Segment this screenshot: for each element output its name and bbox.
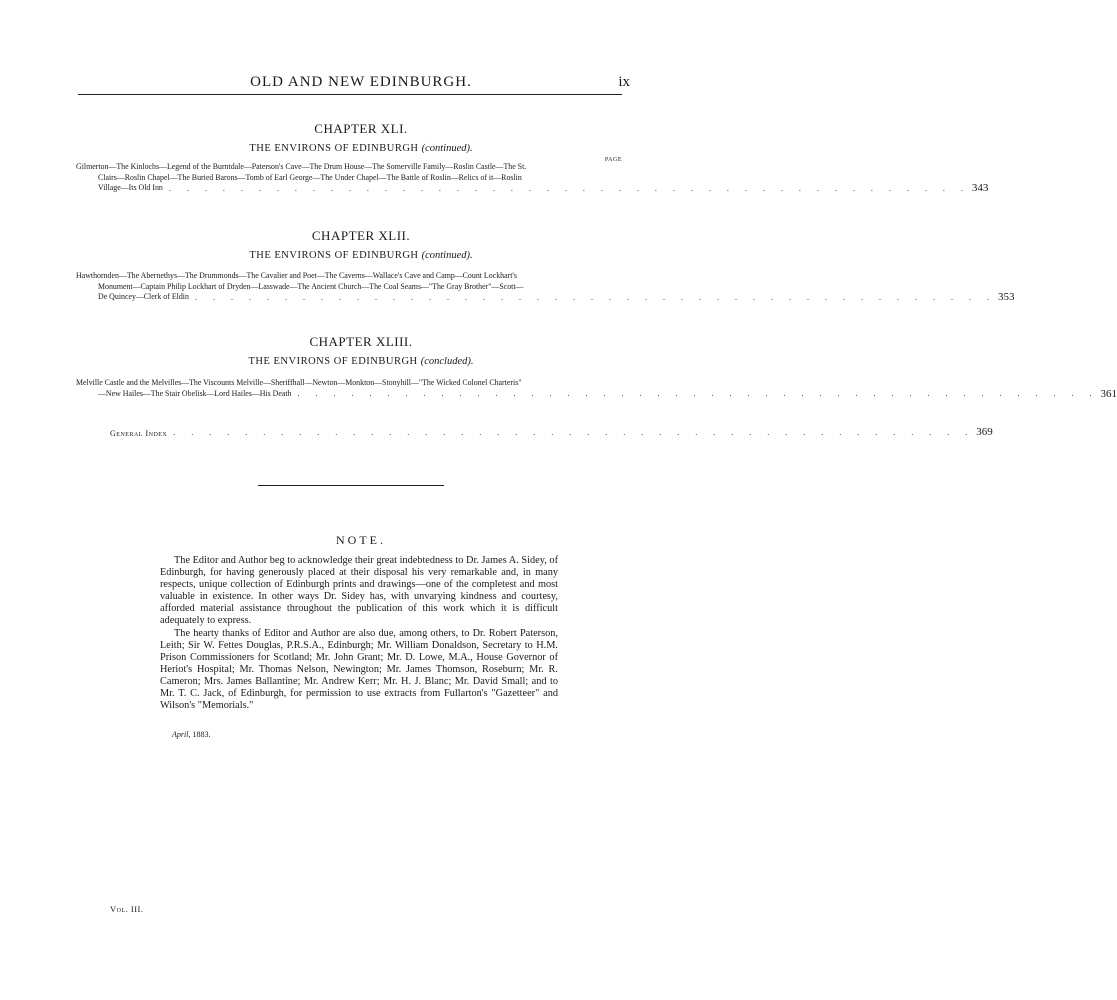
summary-line: Melville Castle and the Melvilles—The Viscounts Melville—Sheriffhall—Newton—Monkton—Stonyhill—"The Wicked Colonel Charteris": [76, 378, 522, 387]
chapter-subtitle-text: THE ENVIRONS OF EDINBURGH: [249, 250, 419, 261]
note-title: NOTE.: [336, 533, 386, 547]
page-column-label: PAGE: [604, 157, 622, 163]
dot-leader: . . . . . . . . . . . . . . . . . . . . . . . . . . . . . . . . . . . . . . . . . . . . .: [173, 428, 975, 437]
note-date-month: April,: [172, 730, 191, 739]
chapter-subtitle: [0, 250, 722, 261]
chapter-subtitle-text: THE ENVIRONS OF EDINBURGH: [248, 356, 418, 367]
page-number: ix: [618, 74, 630, 90]
chapter-title: CHAPTER XLIII.: [309, 334, 413, 349]
note-body: [160, 555, 558, 712]
general-index-label: General Index: [110, 429, 168, 438]
dot-leader: . . . . . . . . . . . . . . . . . . . . . . . . . . . . . . . . . . . . . . . . . . . . .: [297, 389, 1099, 399]
summary-line: De Quincey—Clerk of Eldin: [98, 292, 189, 302]
summary-line: —New Hailes—The Stair Obelisk—Lord Hailes—His Death: [98, 388, 292, 398]
chapter-subtitle: [0, 356, 722, 367]
volume-label: Vol. III.: [110, 904, 144, 914]
chapter-title: CHAPTER XLI.: [314, 121, 408, 136]
note-date-year: 1883.: [192, 730, 211, 739]
note-paragraph: The hearty thanks of Editor and Author are also due, among others, to Dr. Robert Paterson, Leith; Sir W. Fettes Douglas, P.R.S.A., Edinburgh; Mr. William Donaldson, Secretary to H.M. Prison Commissioners for Scotland; Mr. John Grant; Mr. D. Lowe, M.A., House Governor of Heriot's Hospital; Mr. Thomas Nelson, Newington; Mr. James Thomson, Roseburn; Mr. R. Cameron; Mrs. James Ballantine; Mr. Andrew Kerr; Mr. H. J. Blanc; Mr. David Small; and to Mr. T. C. Jack, of Edinburgh, for permission to use extracts from Fullarton's "Gazetteer" and Wilson's "Memorials.": [160, 627, 558, 712]
chapter-summary: [76, 162, 989, 195]
chapter-subtitle: [0, 143, 722, 154]
page-ref: 353: [997, 291, 1015, 304]
summary-line-last: [76, 291, 1015, 304]
dot-leader: . . . . . . . . . . . . . . . . . . . . . . . . . . . . . . . . . . . . . . . . . . . . .: [194, 292, 996, 302]
summary-line-last: [76, 182, 989, 195]
summary-line: Monument—Captain Philip Lockhart of Dryden—Lasswade—The Ancient Church—The Coal Seams—"The Gray Brother"—Scott—: [98, 281, 524, 291]
page-ref: 369: [976, 426, 993, 438]
summary-line: Hawthornden—The Abernethys—The Drummonds—The Cavalier and Poet—The Caverns—Wallace's Cave and Camp—Count Lockhart's: [76, 271, 517, 280]
chapter-title: CHAPTER XLII.: [311, 228, 411, 243]
header-rule: [78, 94, 622, 95]
page-ref: 343: [971, 182, 989, 195]
page-ref: 361: [1100, 387, 1117, 400]
note-date: [172, 730, 210, 739]
dot-leader: . . . . . . . . . . . . . . . . . . . . . . . . . . . . . . . . . . . . . . . . . . . . .: [168, 183, 970, 193]
chapter-subtitle-note: (concluded).: [420, 356, 474, 367]
summary-line-last: [76, 387, 1117, 400]
general-index-entry: [110, 426, 993, 438]
summary-line: Gilmerton—The Kinlochs—Legend of the Burntdale—Paterson's Cave—The Drum House—The Somerville Family—Roslin Castle—The St.: [76, 162, 527, 171]
chapter-summary: [76, 378, 1117, 400]
chapter-summary: [76, 271, 1015, 304]
chapter-subtitle-note: (continued).: [421, 143, 473, 154]
note-paragraph: The Editor and Author beg to acknowledge their great indebtedness to Dr. James A. Sidey, of Edinburgh, for having generously placed at their disposal his very remarkable and, in many respects, unique collection of Edinburgh prints and drawings—one of the completest and most valuable in existence. In other ways Dr. Sidey has, with unvarying kindness and courtesy, afforded material assistance throughout the publication of this work which it is difficult adequately to express.: [160, 555, 558, 627]
summary-line: Village—Its Old Inn: [98, 183, 163, 193]
chapter-subtitle-text: THE ENVIRONS OF EDINBURGH: [249, 143, 419, 154]
running-title: OLD AND NEW EDINBURGH.: [250, 74, 472, 90]
chapter-subtitle-note: (continued).: [421, 250, 473, 261]
summary-line: Clairs—Roslin Chapel—The Buried Barons—Tomb of Earl George—The Under Chapel—The Battle of Roslin—Relics of it—Roslin: [98, 172, 522, 182]
section-divider: [258, 485, 444, 486]
